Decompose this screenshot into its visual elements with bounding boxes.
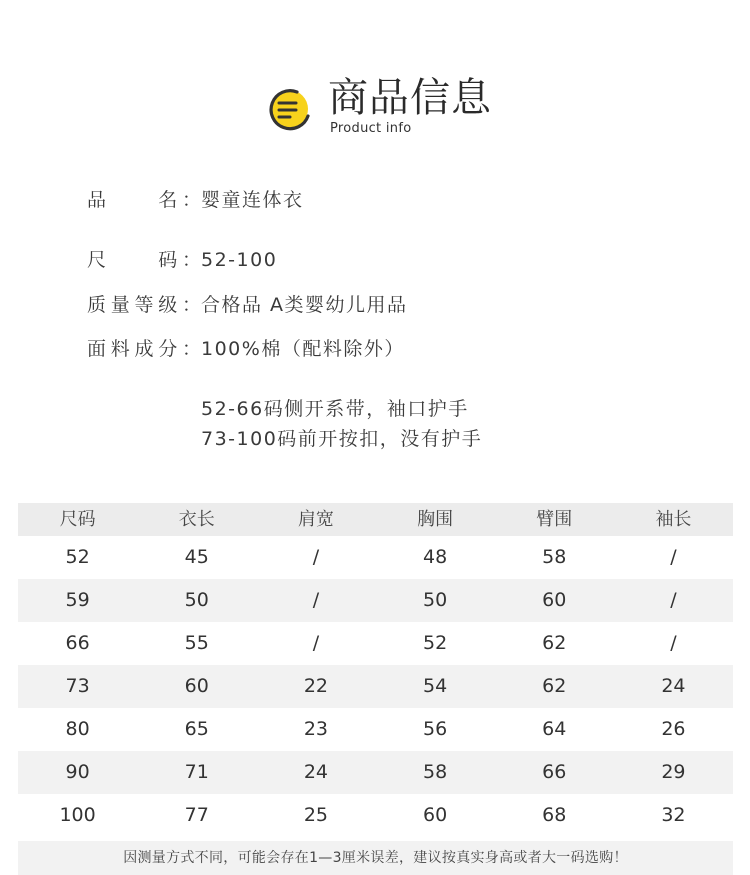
table-cell: 80 xyxy=(65,718,90,740)
table-header-cell: 衣长 xyxy=(178,509,215,530)
table-cell: 52 xyxy=(423,632,448,654)
table-cell: 48 xyxy=(423,546,448,568)
table-cell: 26 xyxy=(661,718,686,740)
info-row-name xyxy=(87,188,304,212)
info-value: 52-100 xyxy=(201,249,278,271)
info-row-size xyxy=(87,248,278,272)
table-header-cell: 尺码 xyxy=(59,509,96,530)
table-cell: 50 xyxy=(184,589,209,611)
table-cell: 66 xyxy=(542,761,567,783)
info-label: 面料成分： xyxy=(87,338,201,360)
info-label: 尺 码： xyxy=(87,249,201,271)
table-cell: 58 xyxy=(542,546,567,568)
table-header-cell: 胸围 xyxy=(417,509,454,530)
table-cell: 50 xyxy=(423,589,448,611)
info-label: 品 名： xyxy=(87,189,201,211)
table-cell: 24 xyxy=(303,761,329,783)
table-cell: 62 xyxy=(542,675,567,697)
table-cell: 59 xyxy=(65,589,90,611)
table-cell: 64 xyxy=(542,718,567,740)
table-header-cell: 袖长 xyxy=(655,509,692,530)
measurement-note: 因测量方式不同，可能会存在1—3厘米误差，建议按真实身高或者大一码选购！ xyxy=(18,841,733,875)
size-table xyxy=(18,503,733,837)
info-value: 婴童连体衣 xyxy=(201,189,304,211)
table-cell: 71 xyxy=(184,761,209,783)
info-note: 52-66码侧开系带，袖口护手 xyxy=(201,398,469,420)
info-row-grade xyxy=(87,293,408,317)
table-cell: / xyxy=(670,589,677,611)
info-value: 100%棉（配料除外） xyxy=(201,338,405,360)
table-cell: 68 xyxy=(542,804,567,826)
table-cell: 52 xyxy=(65,546,90,568)
table-header-cell: 肩宽 xyxy=(297,509,334,530)
table-row xyxy=(18,751,733,794)
table-cell: 73 xyxy=(65,675,90,697)
table-cell: 90 xyxy=(65,761,90,783)
table-cell: 45 xyxy=(184,546,209,568)
page-title: 商品信息 xyxy=(328,75,492,121)
info-value: 合格品 A类婴幼儿用品 xyxy=(201,294,408,316)
table-header-row xyxy=(18,503,733,536)
table-cell: 60 xyxy=(542,589,567,611)
table-cell: 58 xyxy=(423,761,448,783)
table-cell: / xyxy=(312,546,320,568)
table-cell: 60 xyxy=(184,675,209,697)
table-cell: 29 xyxy=(661,761,686,783)
table-cell: 22 xyxy=(303,675,329,697)
table-cell: / xyxy=(670,546,677,568)
table-row xyxy=(18,622,733,665)
table-row xyxy=(18,794,733,837)
table-cell: 62 xyxy=(542,632,567,654)
document-list-icon xyxy=(264,86,314,132)
table-cell: 77 xyxy=(184,804,209,826)
info-label: 质量等级： xyxy=(87,294,201,316)
table-cell: 55 xyxy=(184,632,209,654)
section-header xyxy=(262,74,522,144)
table-row xyxy=(18,536,733,579)
table-cell: 23 xyxy=(303,718,329,740)
info-row-fabric xyxy=(87,337,405,361)
table-cell: 66 xyxy=(65,632,90,654)
table-cell: 25 xyxy=(303,804,329,826)
table-header-cell: 臂围 xyxy=(536,509,573,530)
table-cell: 54 xyxy=(423,675,448,697)
table-row xyxy=(18,665,733,708)
table-cell: / xyxy=(312,589,320,611)
table-cell: / xyxy=(312,632,320,654)
table-cell: 32 xyxy=(661,804,686,826)
info-note: 73-100码前开按扣，没有护手 xyxy=(201,428,483,450)
table-cell: 56 xyxy=(423,718,448,740)
table-cell: / xyxy=(670,632,677,654)
table-cell: 100 xyxy=(59,804,96,826)
table-cell: 60 xyxy=(423,804,448,826)
table-row xyxy=(18,708,733,751)
table-cell: 24 xyxy=(661,675,686,697)
table-cell: 65 xyxy=(184,718,209,740)
page-subtitle: Product info xyxy=(330,121,412,136)
table-row xyxy=(18,579,733,622)
